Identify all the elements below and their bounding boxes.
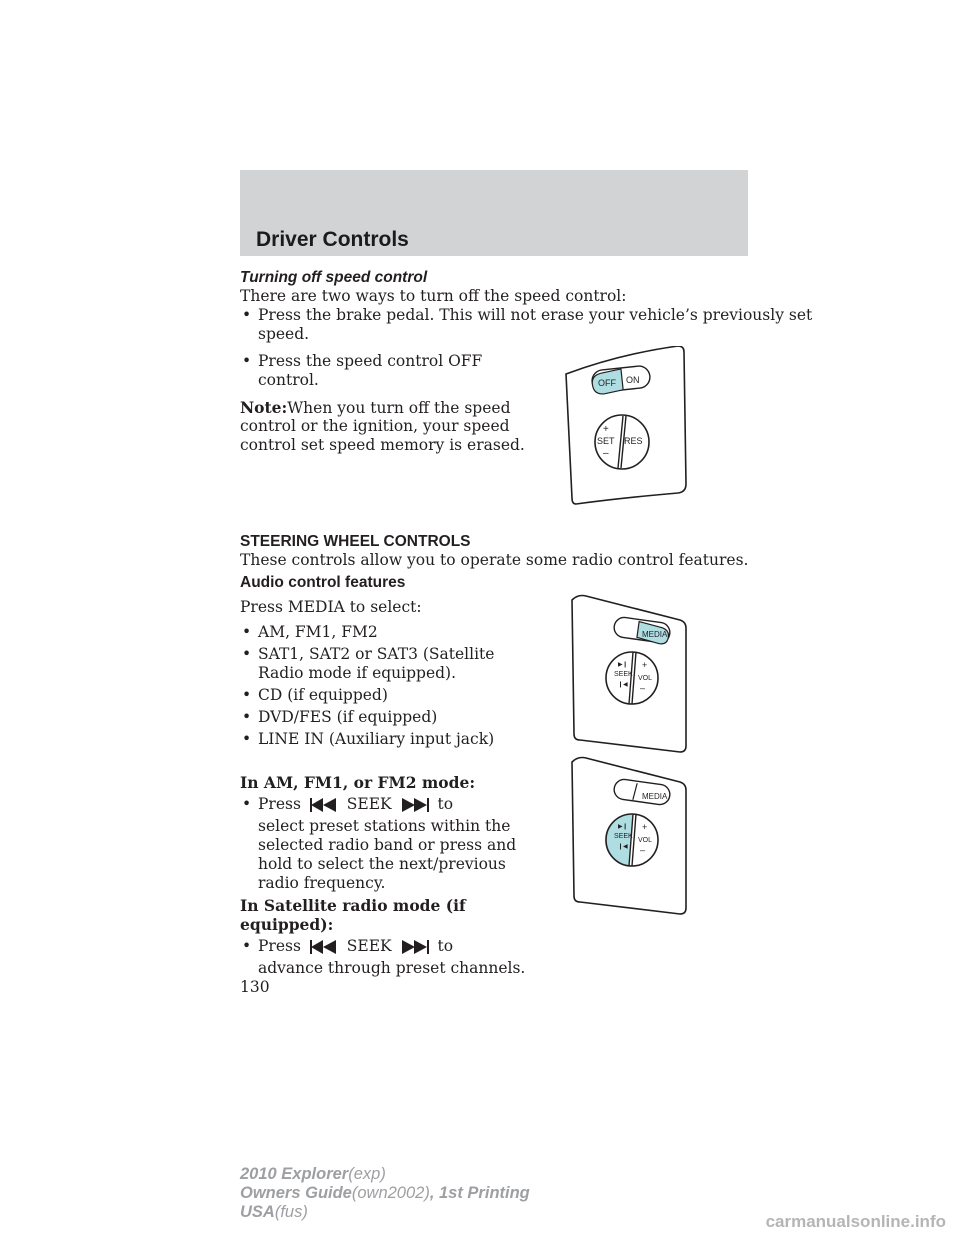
press-word: Press: [258, 937, 301, 955]
list-item: SAT1, SAT2 or SAT3 (Satellite: [258, 645, 495, 663]
to-word: to: [437, 795, 454, 813]
seek-back-icon: [310, 940, 338, 954]
vol-label: VOL: [638, 675, 653, 682]
page-number: 130: [240, 978, 270, 996]
am-fm-line2: select preset stations within the: [258, 817, 511, 835]
next-icon: ▶❙: [618, 662, 628, 668]
vol-plus: +: [642, 822, 648, 832]
seek-word: SEEK: [346, 795, 392, 813]
seek-forward-icon: [401, 940, 429, 954]
list-item: LINE IN (Auxiliary input jack): [258, 730, 495, 748]
set-plus: +: [603, 424, 609, 435]
note-line3: control set speed memory is erased.: [240, 436, 525, 454]
list-item: DVD/FES (if equipped): [258, 708, 438, 726]
prev-icon: ❙◀: [618, 844, 628, 850]
heading-steering-wheel-controls: STEERING WHEEL CONTROLS: [240, 533, 471, 550]
bullet-dot: •: [242, 708, 252, 726]
on-label: ON: [626, 375, 640, 385]
watermark: carmanualsonline.info: [765, 1212, 946, 1231]
bullet-brake-line1: Press the brake pedal. This will not erase your vehicle’s previously set: [258, 306, 813, 324]
footer-guide-code: (own2002): [351, 1184, 430, 1202]
speed-control-illustration: [560, 346, 690, 506]
bullet-dot: •: [242, 352, 252, 370]
heading-turning-off: Turning off speed control: [240, 269, 428, 286]
steering-intro: These controls allow you to operate some radio control features.: [240, 551, 749, 569]
section-header-band: [240, 170, 748, 256]
note-text: When you turn off the speed: [287, 399, 511, 417]
vol-plus: +: [642, 660, 648, 670]
print-footer: [240, 1165, 530, 1222]
bullet-dot: •: [242, 937, 252, 955]
list-item: Radio mode if equipped).: [258, 664, 457, 682]
am-fm-line3: selected radio band or press and: [258, 836, 517, 854]
bullet-dot: •: [242, 686, 252, 704]
to-word: to: [437, 937, 454, 955]
bullet-dot: •: [242, 730, 252, 748]
vol-minus: –: [640, 683, 646, 693]
section-title: Driver Controls: [256, 228, 409, 251]
footer-model-code: (exp): [348, 1165, 386, 1183]
heading-satellite-line1: In Satellite radio mode (if: [240, 896, 466, 915]
bullet-off-line2: control.: [258, 371, 319, 389]
heading-satellite-line2: equipped):: [240, 915, 334, 934]
footer-line2: [240, 1184, 530, 1203]
footer-guide: Owners Guide: [240, 1184, 352, 1202]
am-fm-line4: hold to select the next/previous: [258, 855, 506, 873]
seek-forward-icon: [401, 798, 429, 812]
footer-line3: [240, 1203, 530, 1222]
vol-minus: –: [640, 845, 646, 855]
bullet-dot: •: [242, 795, 252, 813]
footer-printing: , 1st Printing: [429, 1184, 530, 1202]
note-label: Note:: [240, 398, 288, 417]
footer-market: USA: [240, 1203, 275, 1221]
footer-line1: [240, 1165, 530, 1184]
heading-audio-control: Audio control features: [240, 574, 406, 591]
bullet-dot: •: [242, 306, 252, 324]
heading-am-fm-mode: In AM, FM1, or FM2 mode:: [240, 773, 476, 792]
set-label: SET: [597, 436, 615, 446]
seek-control-illustration: [568, 756, 692, 918]
press-media-text: Press MEDIA to select:: [240, 598, 422, 616]
footer-model: 2010 Explorer: [240, 1165, 349, 1183]
seek-back-icon: [310, 798, 338, 812]
vol-label: VOL: [638, 837, 653, 844]
press-seek-line: [258, 795, 453, 814]
bullet-dot: •: [242, 645, 252, 663]
bullet-dot: •: [242, 623, 252, 641]
press-seek-line: [258, 937, 453, 956]
res-label: RES: [624, 436, 643, 446]
footer-market-code: (fus): [274, 1203, 308, 1221]
seek-label: SEEK: [614, 833, 633, 840]
set-minus: –: [603, 448, 609, 459]
media-label: MEDIA: [642, 630, 668, 639]
seek-label: SEEK: [614, 671, 633, 678]
satellite-line2: advance through preset channels.: [258, 959, 526, 977]
press-word: Press: [258, 795, 301, 813]
intro-text: There are two ways to turn off the speed control:: [240, 287, 627, 305]
media-control-illustration: [568, 594, 692, 756]
bullet-brake-line2: speed.: [258, 325, 310, 343]
list-item: CD (if equipped): [258, 686, 388, 704]
bullet-off-line1: Press the speed control OFF: [258, 352, 483, 370]
seek-word: SEEK: [346, 937, 392, 955]
am-fm-line5: radio frequency.: [258, 874, 386, 892]
media-label: MEDIA: [642, 792, 668, 801]
note-line1: [240, 398, 511, 418]
list-item: AM, FM1, FM2: [258, 623, 378, 641]
note-line2: control or the ignition, your speed: [240, 417, 510, 435]
off-label: OFF: [598, 378, 616, 388]
prev-icon: ❙◀: [618, 682, 628, 688]
next-icon: ▶❙: [618, 824, 628, 830]
